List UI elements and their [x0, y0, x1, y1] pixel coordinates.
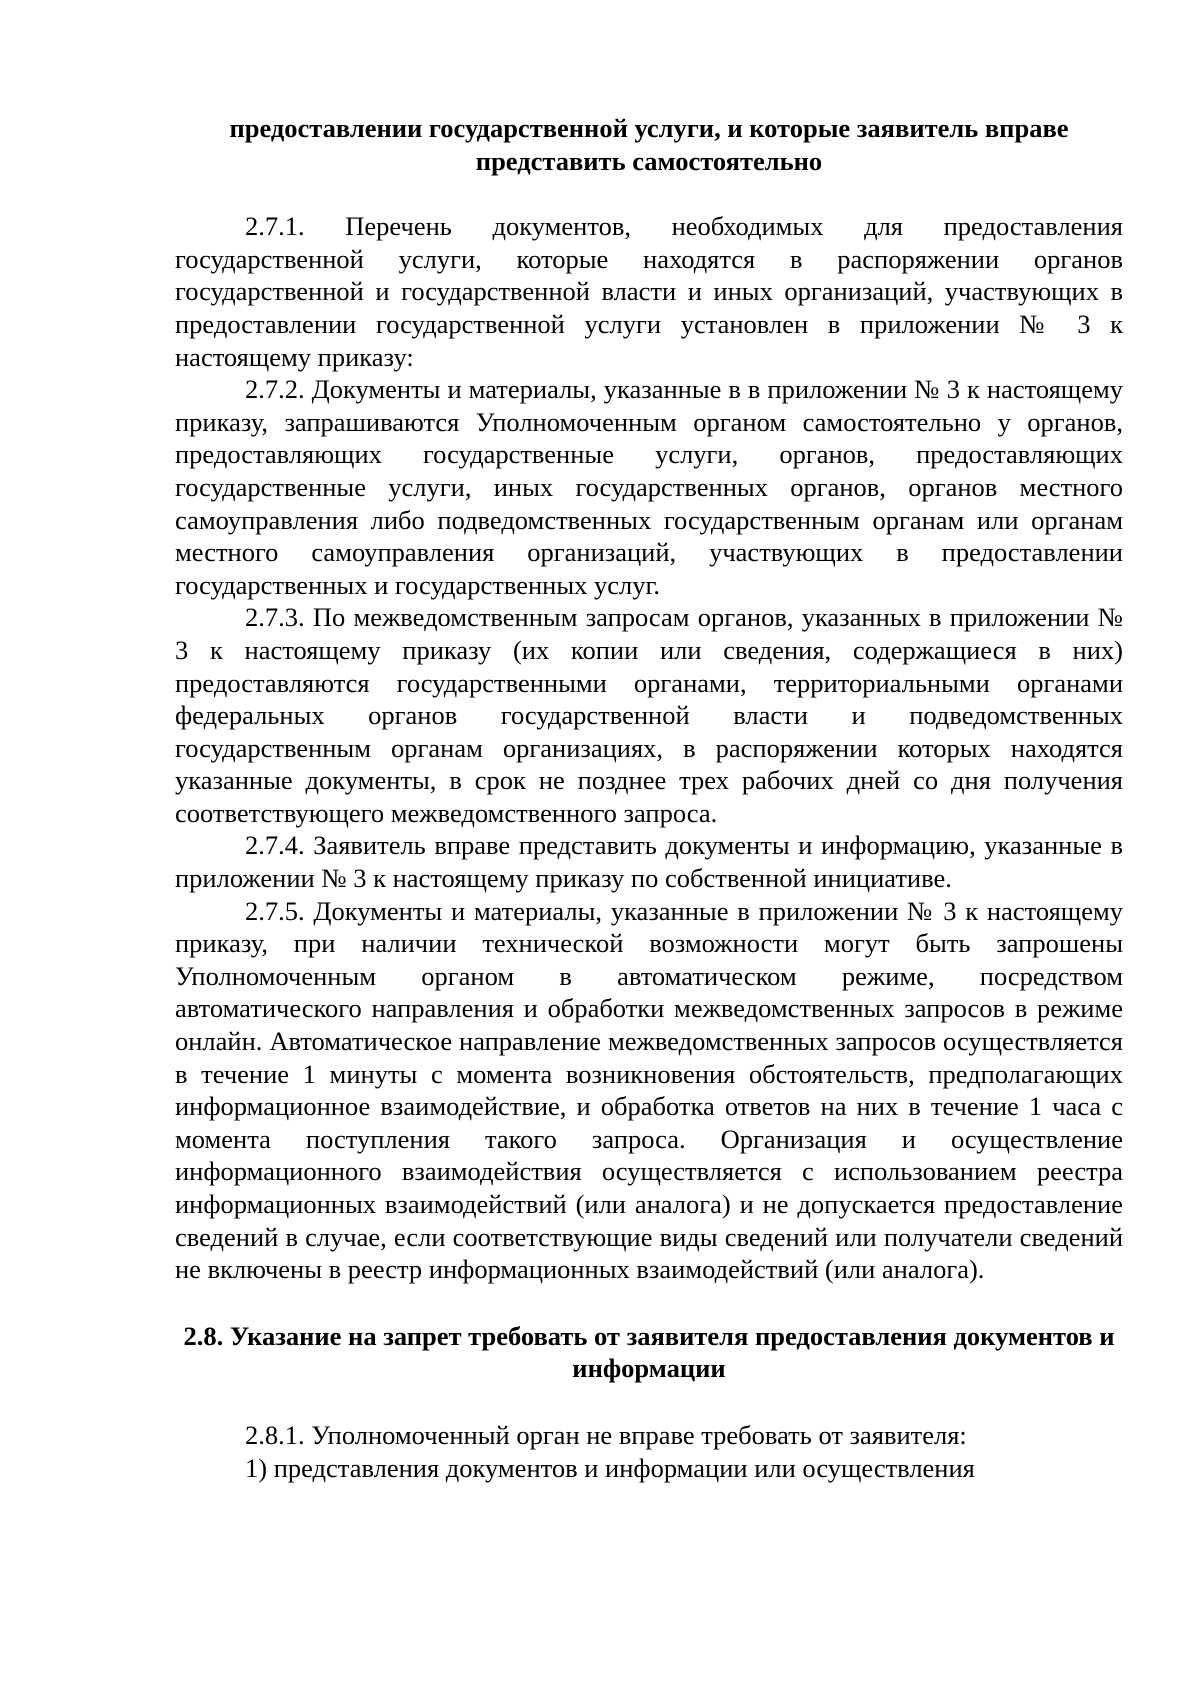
- paragraph-2-7-5: 2.7.5. Документы и материалы, указанные в приложении № 3 к настоящему приказу, при наличии технической возможности могут быть запрошены Уполномоченным органом в автоматическом режиме, посредством автоматического направления и обработки межведомственных запросов в режиме онлайн. Автоматическое направление межведомственных запросов осуществляется в течение 1 минуты с момента возникновения обстоятельств, предполагающих информационное взаимодействие, и обработка ответов на них в течение 1 часа с момента поступления такого запроса. Организация и осуществление информационного взаимодействия осуществляется с использованием реестра информационных взаимодействий (или аналога) и не допускается предоставление сведений в случае, если соответствующие виды сведений или получатели сведений не включены в реестр информационных взаимодействий (или аналога).: [175, 895, 1123, 1285]
- paragraph-2-7-4: 2.7.4. Заявитель вправе представить документы и информацию, указанные в приложении № 3 к настоящему приказу по собственной инициативе.: [175, 830, 1123, 894]
- document-body: [175, 112, 1123, 1484]
- paragraph-2-7-3: 2.7.3. По межведомственным запросам органов, указанных в приложении № 3 к настоящему приказу (их копии или сведения, содержащиеся в них) предоставляются государственными органами, территориальными органами федеральных органов государственной власти и подведомственных государственным органам организациях, в распоряжении которых находятся указанные документы, в срок не позднее трех рабочих дней со дня получения соответствующего межведомственного запроса.: [175, 602, 1123, 828]
- paragraph-2-7-2: 2.7.2. Документы и материалы, указанные в в приложении № 3 к настоящему приказу, запрашиваются Уполномоченным органом самостоятельно у органов, предоставляющих государственные услуги, органов, предоставляющих государственные услуги, иных государственных органов, органов местного самоуправления либо подведомственных государственным органам или органам местного самоуправления организаций, участвующих в предоставлении государственных и государственных услуг.: [175, 374, 1123, 600]
- paragraph-2-7-1: 2.7.1. Перечень документов, необходимых для предоставления государственной услуги, которые находятся в распоряжении органов государственной и государственной власти и иных организаций, участвующих в предоставлении государственной услуги установлен в приложении № 3 к настоящему приказу:: [175, 211, 1123, 372]
- section-heading-continued: предоставлении государственной услуги, и которые заявитель вправе представить самостоятельно: [229, 113, 1069, 176]
- paragraph-2-8-1: 2.8.1. Уполномоченный орган не вправе требовать от заявителя:: [245, 1419, 967, 1450]
- section-heading-2-8: 2.8. Указание на запрет требовать от заявителя предоставления документов и информации: [183, 1320, 1115, 1384]
- list-item-1: 1) представления документов и информации или осуществления: [245, 1452, 975, 1483]
